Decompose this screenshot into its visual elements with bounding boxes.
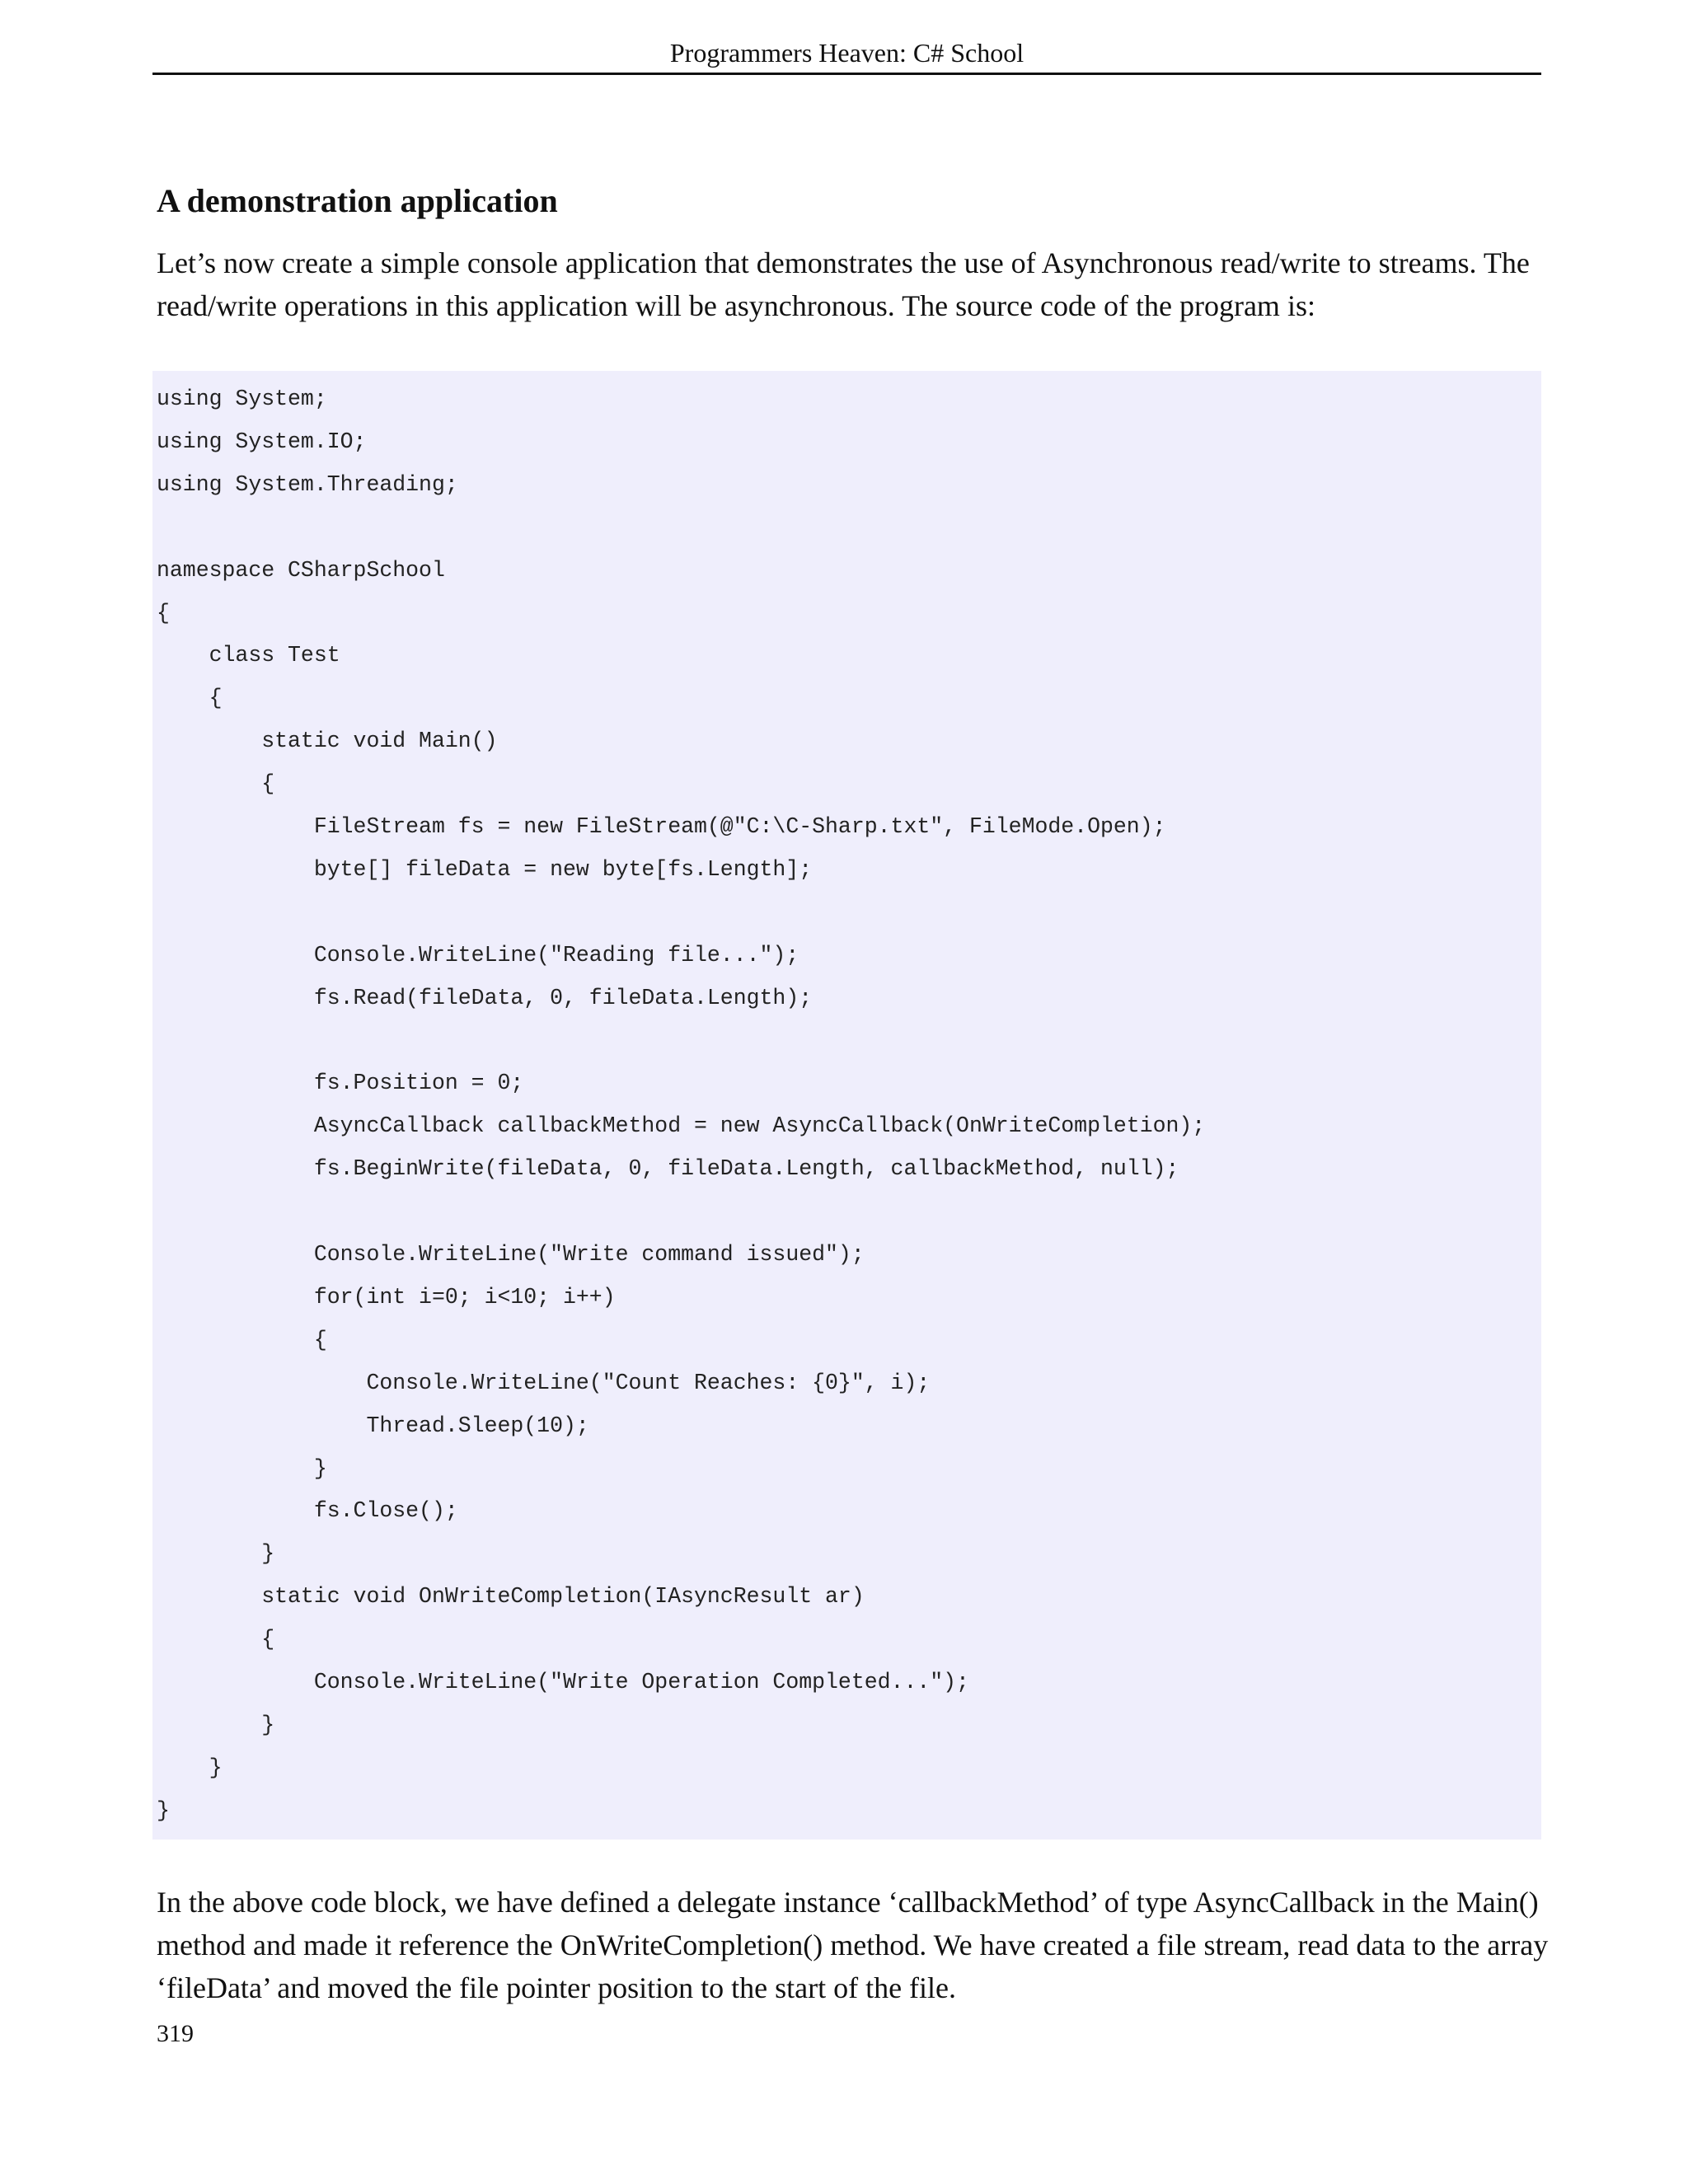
code-line: { [157,1327,327,1352]
code-line: { [157,771,275,797]
code-line: byte[] fileData = new byte[fs.Length]; [157,856,813,882]
section-heading: A demonstration application [157,182,558,219]
code-line: using System.IO; [157,429,367,454]
page-number: 319 [157,2020,194,2047]
code-line: Console.WriteLine("Reading file..."); [157,942,799,968]
code-line: { [157,1627,275,1652]
code-block [152,371,1541,1840]
code-line: namespace CSharpSchool [157,557,445,583]
code-line: fs.Position = 0; [157,1071,524,1096]
code-line: { [157,686,223,711]
code-line: Console.WriteLine("Write command issued"); [157,1242,865,1267]
code-line: static void Main() [157,729,498,754]
code-line: } [157,1755,223,1780]
header-title: Programmers Heaven: C# School [669,38,1025,68]
code-line: class Test [157,643,340,668]
code-line: fs.Close(); [157,1498,458,1524]
code-line: static void OnWriteCompletion(IAsyncResult ar) [157,1584,865,1610]
code-line: using System; [157,387,327,411]
explanation-paragraph: In the above code block, we have defined a delegate instance ‘callbackMethod’ of type AsyncCallback in the Main() method and made it reference the OnWriteCompletion() method. We have created a file stream, read data to the array ‘fileData’ and moved the file pointer position to the start of the file. [157,1886,1549,2004]
page-header [152,33,1541,75]
code-line: AsyncCallback callbackMethod = new AsyncCallback(OnWriteCompletion); [157,1113,1206,1139]
code-line: } [157,1541,275,1567]
code-line: Thread.Sleep(10); [157,1413,589,1438]
intro-paragraph: Let’s now create a simple console application that demonstrates the use of Asynchronous read/write to streams. The read/write operations in this application will be asynchronous. The source code of the program is: [157,246,1530,322]
code-line: FileStream fs = new FileStream(@"C:\C-Sharp.txt", FileMode.Open); [157,814,1166,839]
code-line: Console.WriteLine("Count Reaches: {0}", i); [157,1370,931,1395]
code-line: fs.Read(fileData, 0, fileData.Length); [157,985,813,1010]
code-line: for(int i=0; i<10; i++) [157,1284,616,1310]
code-line: } [157,1455,327,1481]
code-line: { [157,600,170,626]
code-line: } [157,1712,275,1737]
code-line: using System.Threading; [157,471,458,497]
code-line: } [157,1797,170,1823]
code-line: fs.BeginWrite(fileData, 0, fileData.Length, callbackMethod, null); [157,1156,1179,1182]
code-line: Console.WriteLine("Write Operation Completed..."); [157,1670,969,1694]
